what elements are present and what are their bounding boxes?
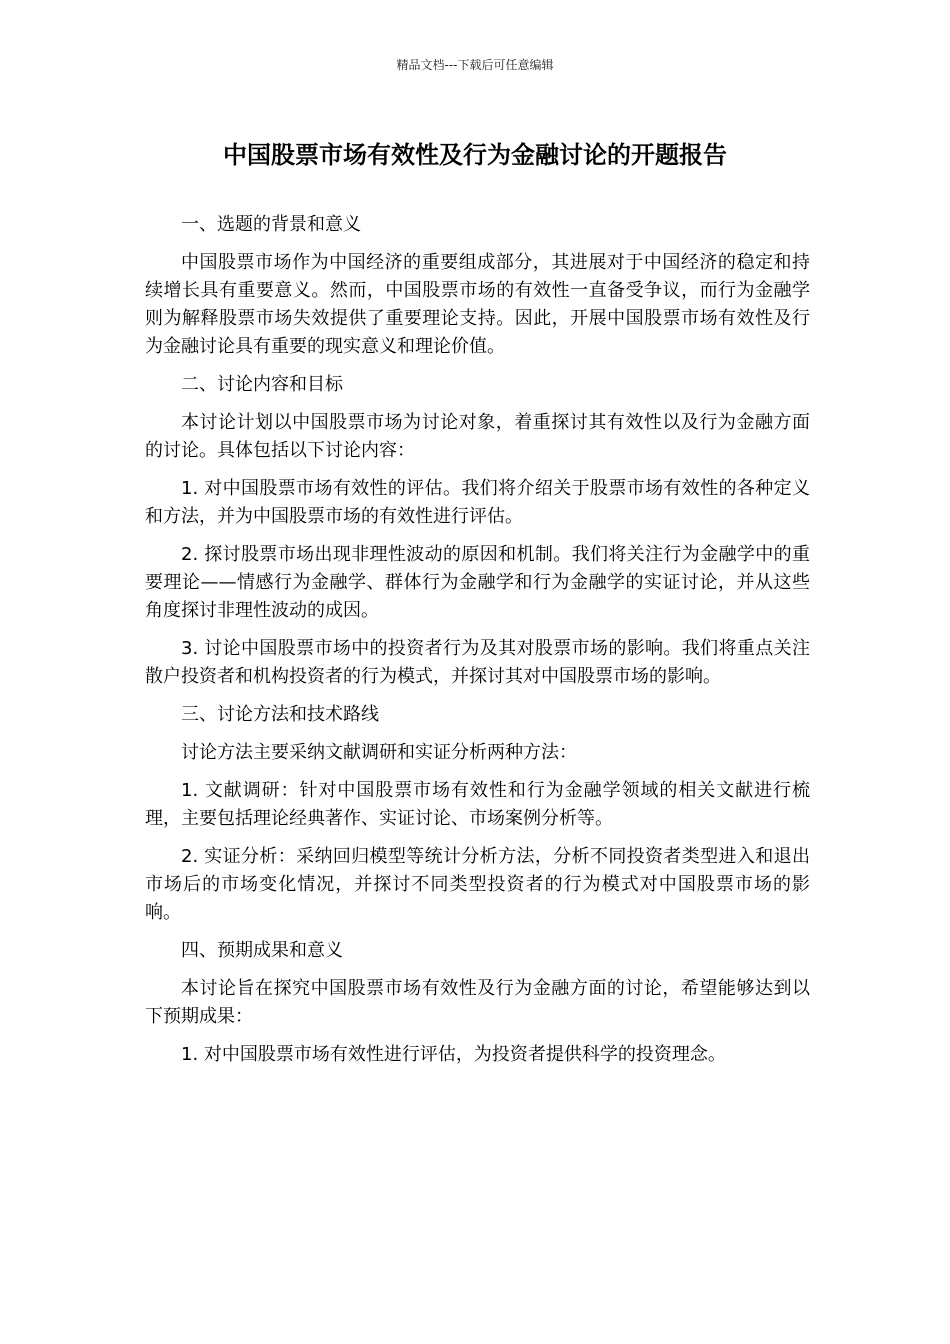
paragraph-methods-item-1: 1. 文献调研：针对中国股票市场有效性和行为金融学领域的相关文献进行梳理，主要包括理论经典著作、实证讨论、市场案例分析等。 — [145, 780, 810, 829]
paragraph-outcomes-intro: 本讨论旨在探究中国股票市场有效性及行为金融方面的讨论，希望能够达到以下预期成果： — [145, 978, 810, 1027]
paragraph-background: 中国股票市场作为中国经济的重要组成部分，其进展对于中国经济的稳定和持续增长具有重要意义。然而，中国股票市场的有效性一直备受争议，而行为金融学则为解释股票市场失效提供了重要理论支持。因此，开展中国股票市场有效性及行为金融讨论具有重要的现实意义和理论价值。 — [145, 252, 810, 357]
document-title: 中国股票市场有效性及行为金融讨论的开题报告 — [223, 141, 727, 169]
paragraph-content-item-2: 2. 探讨股票市场出现非理性波动的原因和机制。我们将关注行为金融学中的重要理论——情感行为金融学、群体行为金融学和行为金融学的实证讨论，并从这些角度探讨非理性波动的成因。 — [145, 544, 810, 621]
paragraph-outcomes-item-1: 1. 对中国股票市场有效性进行评估，为投资者提供科学的投资理念。 — [181, 1044, 726, 1065]
section-heading-background: 一、选题的背景和意义 — [181, 214, 361, 235]
page-header: 精品文档---下载后可任意编辑 — [396, 58, 554, 72]
paragraph-content-intro: 本讨论计划以中国股票市场为讨论对象，着重探讨其有效性以及行为金融方面的讨论。具体包括以下讨论内容： — [145, 412, 810, 461]
paragraph-content-item-3: 3. 讨论中国股票市场中的投资者行为及其对股票市场的影响。我们将重点关注散户投资者和机构投资者的行为模式，并探讨其对中国股票市场的影响。 — [145, 638, 810, 687]
paragraph-methods-intro: 讨论方法主要采纳文献调研和实证分析两种方法： — [181, 742, 577, 763]
document-body — [145, 211, 810, 1079]
section-heading-outcomes: 四、预期成果和意义 — [181, 940, 343, 961]
section-heading-content-goals: 二、讨论内容和目标 — [181, 374, 343, 395]
paragraph-methods-item-2: 2. 实证分析：采纳回归模型等统计分析方法，分析不同投资者类型进入和退出市场后的市场变化情况，并探讨不同类型投资者的行为模式对中国股票市场的影响。 — [145, 846, 810, 923]
paragraph-content-item-1: 1. 对中国股票市场有效性的评估。我们将介绍关于股票市场有效性的各种定义和方法，并为中国股票市场的有效性进行评估。 — [145, 478, 810, 527]
section-heading-methods: 三、讨论方法和技术路线 — [181, 704, 379, 725]
